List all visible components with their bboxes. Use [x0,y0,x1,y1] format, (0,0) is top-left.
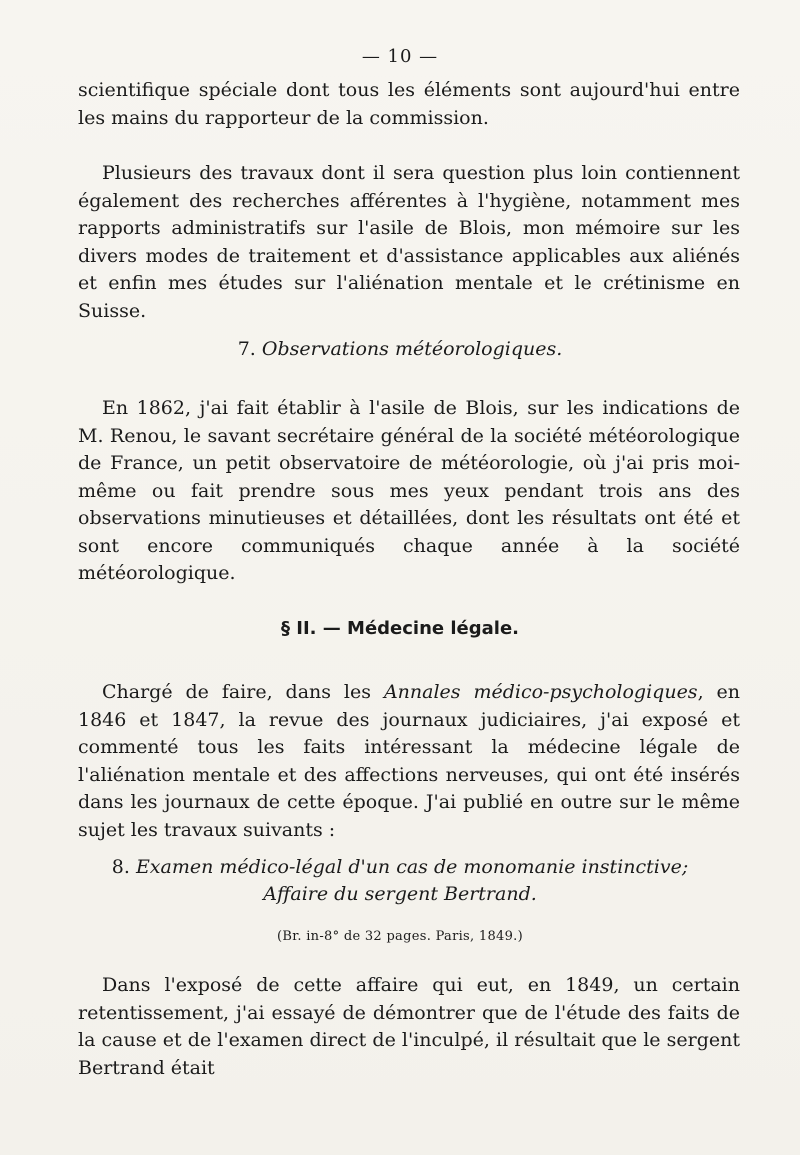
page-number: — 10 — [361,46,439,67]
subsection-number-7: 7. [237,338,256,360]
section-heading-medecine-legale: § II. — Médecine légale. [281,618,519,639]
subsection-heading-8-line2 [0,881,800,907]
subsection-title-8-line2: Affaire du sergent Bertrand. [263,883,537,905]
subsection-heading-7 [0,336,800,362]
p4-text-a: Chargé de faire, dans les [102,681,384,703]
subsection-heading-8 [0,854,800,880]
paragraph-intro-continuation: scientifique spéciale dont tous les éléments sont aujourd'hui entre les mains du rapporteur de la commission. [78,79,740,129]
paragraph-medecine-legale [78,679,740,844]
paragraph-hygiene: Plusieurs des travaux dont il sera question plus loin contiennent également des recherches afférentes à l'hygiène, notamment mes rapports administratifs sur l'asile de Blois, mon mémoire sur les divers modes de traitement et d'assistance applicables aux aliénés et enfin mes études sur l'aliénation mentale et le crétinisme en Suisse. [78,162,740,322]
paragraph-bertrand: Dans l'exposé de cette affaire qui eut, en 1849, un certain retentissement, j'ai essayé de démontrer que de l'étude des faits de la cause et de l'examen direct de l'inculpé, il résultait que le sergent Bertrand était [78,974,740,1079]
p4-text-b: , en 1846 et 1847, la revue des journaux judiciaires, j'ai exposé et commenté tous les faits intéressant la médecine légale de l'aliénation mentale et des affections nerveuses, qui ont été insérés dans les journaux de cette époque. J'ai publié en outre sur le même sujet les travaux suivants : [78,681,740,841]
paragraph-meteorology: En 1862, j'ai fait établir à l'asile de Blois, sur les indications de M. Renou, le savant secrétaire général de la société météorologique de France, un petit observatoire de météorologie, où j'ai pris moi-même ou fait prendre sous mes yeux pendant trois ans des observations minutieuses et détaillées, dont les résultats ont été et sont encore communiqués chaque année à la société météorologique. [78,397,740,584]
subsection-title-8-line1: Examen médico-légal d'un cas de monomanie instinctive; [135,856,689,878]
subsection-number-8: 8. [111,856,130,878]
journal-title: Annales médico-psychologiques [383,681,698,703]
bibliographic-note: (Br. in-8° de 32 pages. Paris, 1849.) [277,929,523,944]
subsection-title-7: Observations météorologiques. [261,338,563,360]
